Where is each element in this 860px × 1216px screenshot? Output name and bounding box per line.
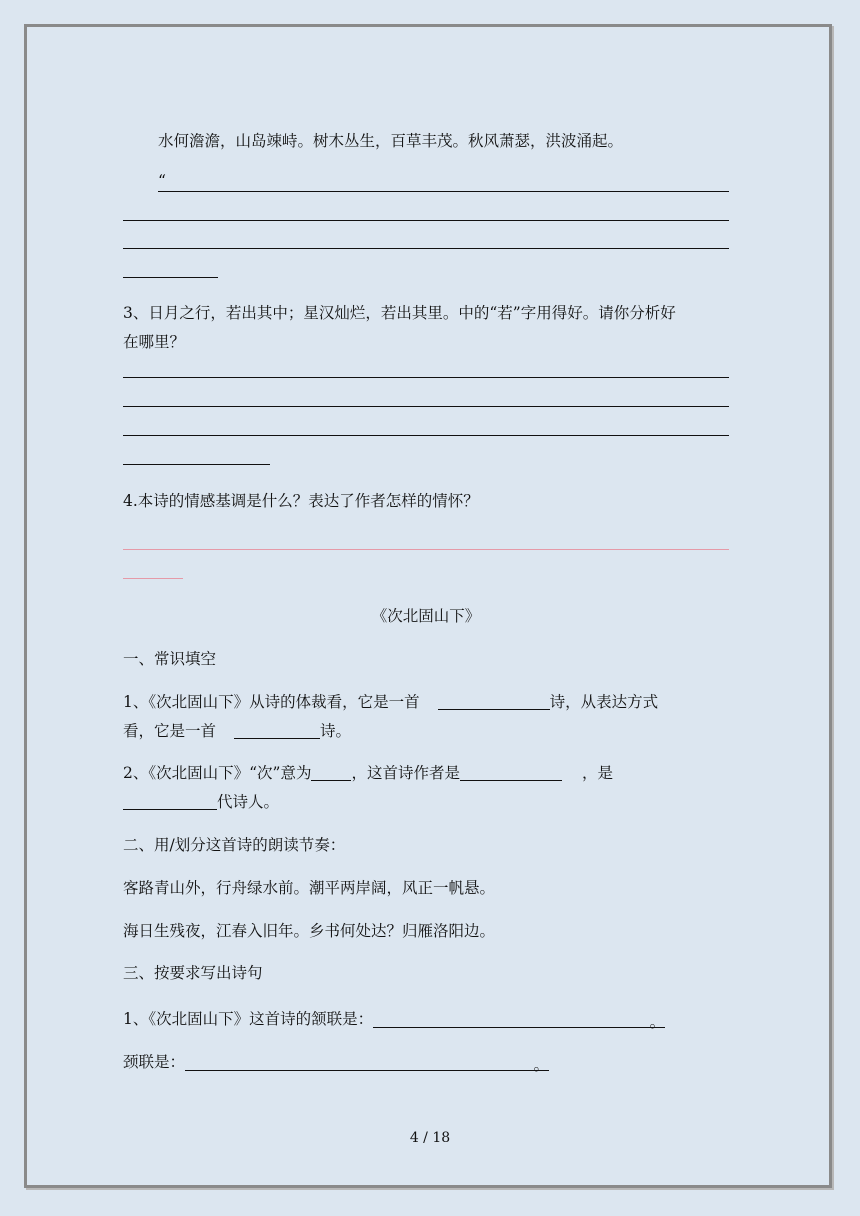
- question-4: 4.本诗的情感基调是什么？表达了作者怎样的情怀？: [123, 492, 479, 510]
- s1-question-2-line1: [123, 762, 613, 784]
- section-2-heading: 二、用/划分这首诗的朗读节奏：: [123, 836, 346, 854]
- q2-text-d: 代诗人。: [217, 793, 280, 811]
- answer-line: [123, 277, 218, 278]
- q1-text-c: 看，它是一首: [123, 722, 217, 740]
- answer-line: [123, 220, 729, 221]
- s3q2-text: 颈联是：: [123, 1053, 186, 1071]
- open-quote: “: [158, 172, 166, 190]
- q2-text-b: ，这首诗作者是: [351, 764, 460, 782]
- s3q1-text: 1、《次北固山下》这首诗的颔联是：: [123, 1010, 374, 1028]
- answer-line: [123, 406, 729, 407]
- question-3-line2: 在哪里？: [123, 333, 186, 351]
- q1-text-b: 诗，从表达方式: [549, 693, 659, 711]
- fill-blank[interactable]: [234, 722, 320, 739]
- section-3-heading: 三、按要求写出诗句: [123, 964, 263, 982]
- answer-line: [123, 435, 729, 436]
- answer-line: [123, 578, 183, 579]
- answer-line: [123, 248, 729, 249]
- passage-line: 水何澹澹，山岛竦峙。树木丛生，百草丰茂。秋风萧瑟，洪波涌起。: [158, 132, 624, 150]
- period: 。: [533, 1056, 550, 1074]
- period: 。: [649, 1013, 666, 1031]
- s3-question-2: [123, 1051, 549, 1073]
- page-number: 4 / 18: [409, 1130, 451, 1146]
- q2-text-a: 2、《次北固山下》“次”意为: [123, 764, 312, 782]
- q1-text-d: 诗。: [320, 722, 352, 740]
- question-3-line1: 3、日月之行，若出其中；星汉灿烂，若出其里。中的“若”字用得好。请你分析好: [123, 304, 676, 322]
- section-1-heading: 一、常识填空: [123, 650, 217, 668]
- poem-title: 《次北固山下》: [371, 607, 481, 625]
- answer-line: [158, 191, 729, 192]
- fill-blank[interactable]: [438, 693, 550, 710]
- fill-blank[interactable]: [373, 1011, 666, 1031]
- fill-blank[interactable]: [311, 764, 351, 781]
- answer-line: [123, 377, 729, 378]
- q2-text-c: ，是: [581, 764, 613, 782]
- s1-question-1-line1: [123, 691, 658, 713]
- fill-blank[interactable]: [123, 793, 217, 810]
- q1-text-a: 1、《次北固山下》从诗的体裁看，它是一首: [123, 693, 420, 711]
- poem-line-2: 海日生残夜，江春入旧年。乡书何处达？归雁洛阳边。: [123, 922, 496, 940]
- s1-question-2-line2: [123, 791, 279, 813]
- poem-line-1: 客路青山外，行舟绿水前。潮平两岸阔，风正一帆悬。: [123, 879, 496, 897]
- s3-question-1: [123, 1008, 665, 1030]
- answer-line: [123, 549, 729, 550]
- answer-line: [123, 464, 270, 465]
- fill-blank[interactable]: [460, 764, 562, 781]
- s1-question-1-line2: [123, 720, 351, 742]
- fill-blank[interactable]: [185, 1054, 550, 1074]
